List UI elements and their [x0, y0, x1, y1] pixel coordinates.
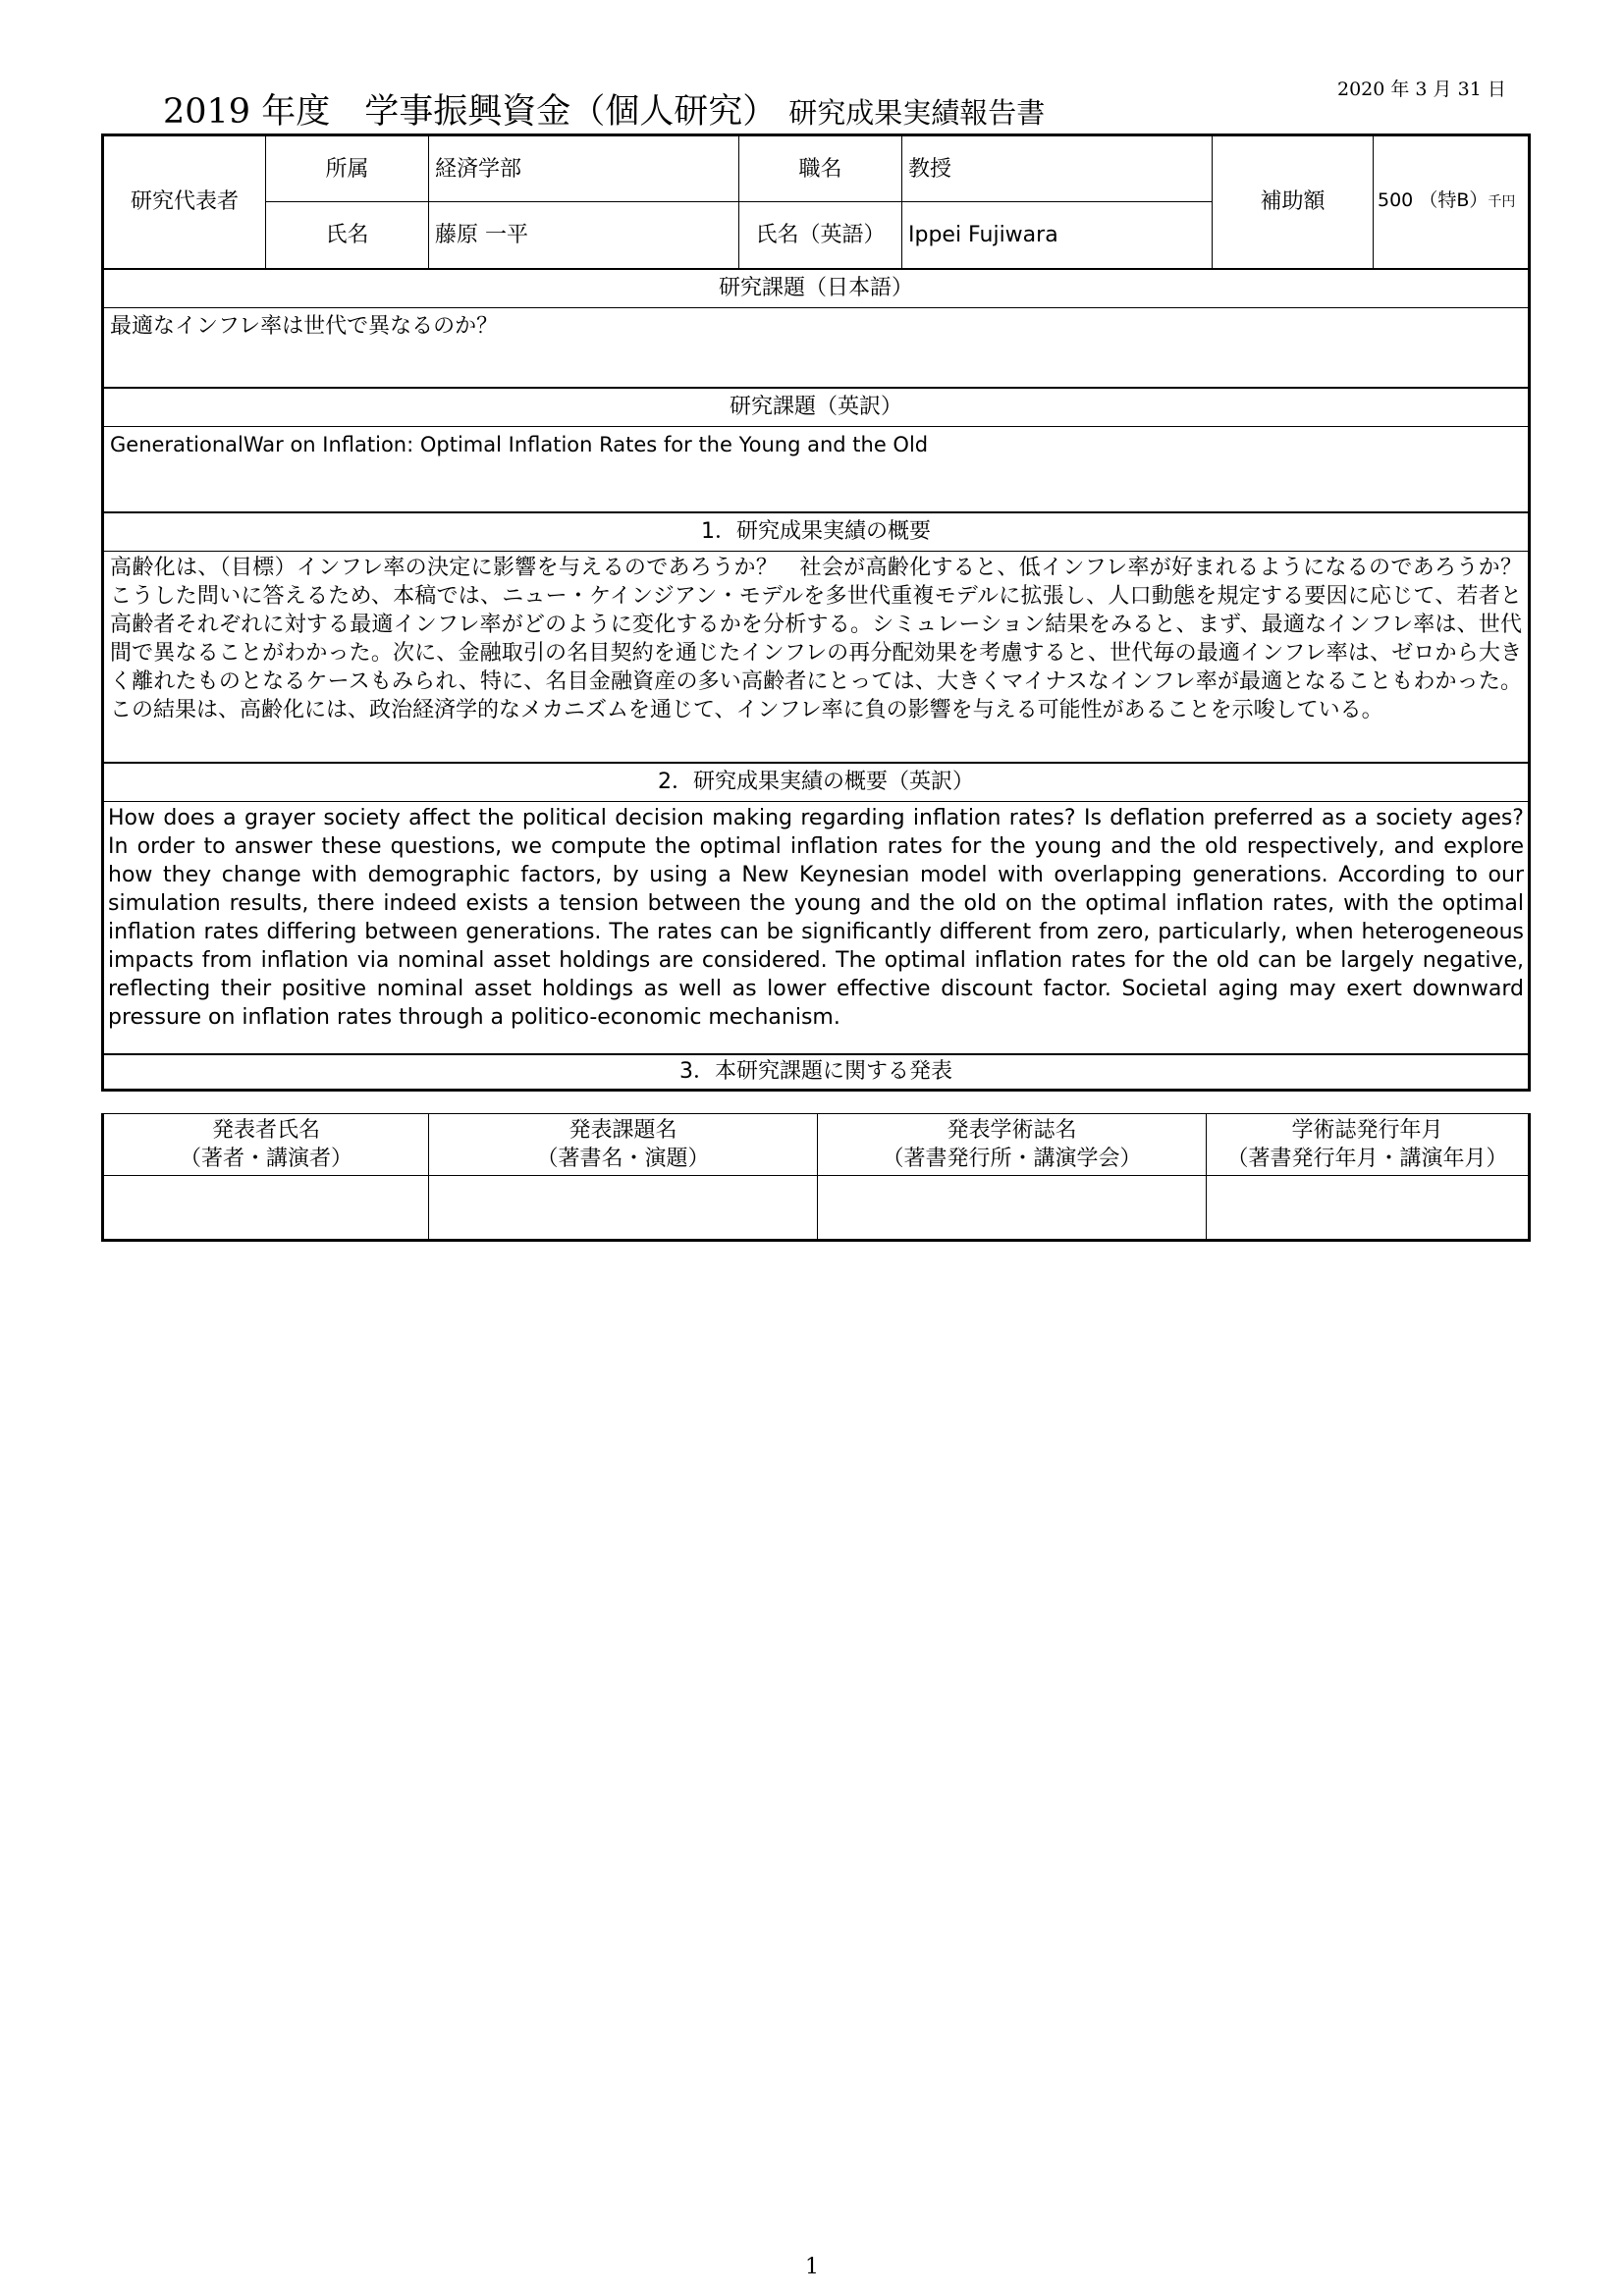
presenter-cell	[103, 1176, 429, 1241]
topic-jp-heading: 研究課題（日本語）	[103, 269, 1530, 308]
title-main: 2019 年度 学事振興資金（個人研究）	[163, 92, 778, 132]
col-presenter-line1: 発表者氏名	[211, 1118, 320, 1143]
col-journal-line1: 発表学術誌名	[947, 1118, 1077, 1143]
summary-en-heading: 2．研究成果実績の概要（英訳）	[103, 763, 1530, 802]
grant-type: （特B）	[1419, 189, 1489, 212]
name-en-value: Ippei Fujiwara	[902, 202, 1213, 269]
representative-label: 研究代表者	[103, 135, 266, 269]
col-presenter	[103, 1114, 429, 1176]
topic-en-text: GenerationalWar on Inflation: Optimal Inflation Rates for the Young and the Old	[103, 426, 1530, 512]
journal-cell	[818, 1176, 1207, 1241]
table-row	[103, 1176, 1530, 1241]
affiliation-label: 所属	[266, 135, 429, 202]
name-en-label: 氏名（英語）	[739, 202, 902, 269]
position-value: 教授	[902, 135, 1213, 202]
presentations-heading: 3．本研究課題に関する発表	[103, 1054, 1530, 1091]
topic-jp-text: 最適なインフレ率は世代で異なるのか？	[103, 307, 1530, 388]
grant-value: 500	[1378, 189, 1414, 212]
col-date	[1207, 1114, 1530, 1176]
col-date-line1: 学術誌発行年月	[1291, 1118, 1443, 1143]
page-number: 1	[805, 2255, 819, 2279]
topic-en-heading: 研究課題（英訳）	[103, 388, 1530, 427]
col-journal-line2: （著書発行所・講演学会）	[882, 1147, 1142, 1171]
name-label: 氏名	[266, 202, 429, 269]
col-title-line1: 発表課題名	[568, 1118, 677, 1143]
position-label: 職名	[739, 135, 902, 202]
title-sub: 研究成果実績報告書	[788, 96, 1046, 130]
name-value: 藤原 一平	[429, 202, 739, 269]
report-form	[101, 133, 1531, 1092]
presentations-table	[101, 1113, 1531, 1242]
affiliation-value: 経済学部	[429, 135, 739, 202]
col-date-line2: （著書発行年月・講演年月）	[1226, 1147, 1508, 1171]
grant-label: 補助額	[1213, 135, 1374, 269]
col-presenter-line2: （著者・講演者）	[179, 1147, 352, 1171]
summary-jp-heading: 1．研究成果実績の概要	[103, 512, 1530, 552]
grant-amount	[1374, 135, 1530, 269]
col-journal	[818, 1114, 1207, 1176]
col-title-line2: （著書名・演題）	[536, 1147, 710, 1171]
grant-unit: 千円	[1488, 194, 1516, 211]
title-cell	[429, 1176, 818, 1241]
page-title	[163, 84, 1045, 133]
summary-en-text: How does a grayer society affect the political decision making regarding inflation rates? Is deflation preferred as a society ages? In order to answer these questions, we compute the optimal inflation rates for the young and the old respectively, and explore how they change with demographic factors, by using a New Keynesian model with overlapping generations. According to our simulation results, there indeed exists a tension between the young and the old on the optimal inflation rates, with the optimal inflation rates differing between generations. The rates can be significantly different from zero, particularly, when heterogeneous impacts from inflation via nominal asset holdings are considered. The optimal inflation rates for the old can be largely negative, reflecting their positive nominal asset holdings as well as lower effective discount factor. Societal aging may exert downward pressure on inflation rates through a politico-economic mechanism.	[103, 801, 1530, 1054]
summary-jp-text: 高齢化は、（目標）インフレ率の決定に影響を与えるのであろうか？ 社会が高齢化すると、低インフレ率が好まれるようになるのであろうか？こうした問いに答えるため、本稿では、ニュー・ケインジアン・モデルを多世代重複モデルに拡張し、人口動態を規定する要因に応じて、若者と高齢者それぞれに対する最適インフレ率がどのように変化するかを分析する。シミュレーション結果をみると、まず、最適なインフレ率は、世代間で異なることがわかった。次に、金融取引の名目契約を通じたインフレの再分配効果を考慮すると、世代毎の最適インフレ率は、ゼロから大きく離れたものとなるケースもみられ、特に、名目金融資産の多い高齢者にとっては、大きくマイナスなインフレ率が最適となることもわかった。この結果は、高齢化には、政治経済学的なメカニズムを通じて、インフレ率に負の影響を与える可能性があることを示唆している。	[103, 551, 1530, 763]
report-date: 2020 年 3 月 31 日	[1337, 79, 1506, 100]
date-cell	[1207, 1176, 1530, 1241]
col-title	[429, 1114, 818, 1176]
